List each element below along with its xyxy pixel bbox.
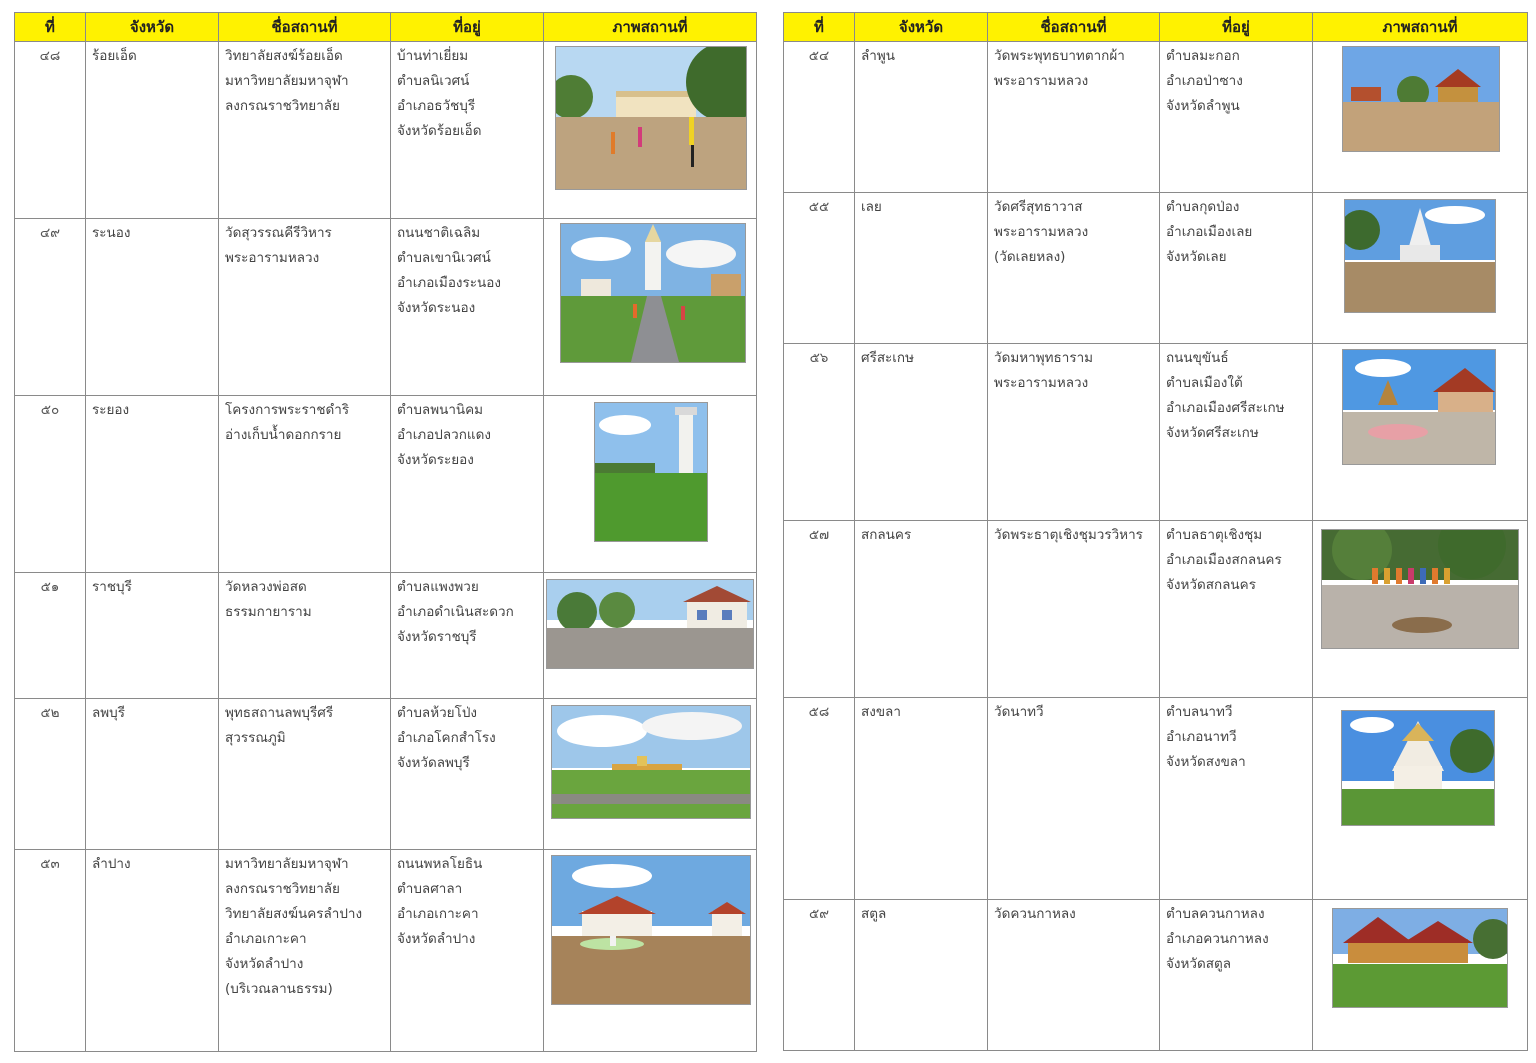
row-place-name	[988, 344, 1160, 521]
address-line: อำเภอเมืองระนอง	[397, 275, 501, 291]
site-photo	[555, 46, 747, 190]
place-name-line: วัดมหาพุทธาราม	[994, 350, 1094, 366]
address-line: อำเภอนาทวี	[1166, 729, 1237, 745]
address-line: จังหวัดลพบุรี	[397, 755, 470, 771]
row-address	[1160, 344, 1313, 521]
place-name-line: วัดควนกาหลง	[994, 906, 1076, 922]
table-row	[15, 219, 757, 396]
row-photo-cell	[1313, 521, 1528, 698]
place-name-line: มหาวิทยาลัยมหาจุฬา	[225, 856, 349, 872]
address-line: อำเภอป่าซาง	[1166, 73, 1243, 89]
place-name-line: พระอารามหลวง	[225, 250, 320, 266]
row-photo-cell	[1313, 900, 1528, 1051]
row-photo-cell	[544, 850, 757, 1052]
row-photo-cell	[544, 573, 757, 699]
row-photo-cell	[1313, 193, 1528, 344]
header-place-name: ชื่อสถานที่	[219, 13, 391, 42]
address-line: จังหวัดร้อยเอ็ด	[397, 123, 482, 139]
site-photo	[546, 579, 754, 669]
row-address	[391, 219, 544, 396]
table-row	[15, 699, 757, 850]
site-photo	[1342, 46, 1500, 152]
row-address	[391, 573, 544, 699]
address-line: จังหวัดสงขลา	[1166, 754, 1246, 770]
row-place-name	[219, 573, 391, 699]
place-name-line: วิทยาลัยสงฆ์นครลำปาง	[225, 906, 363, 922]
row-number: ๕๔	[784, 42, 855, 193]
address-line: ตำบลพนานิคม	[397, 402, 484, 418]
row-province: ลำปาง	[86, 850, 219, 1052]
address-line: อำเภอโคกสำโรง	[397, 730, 496, 746]
row-address	[1160, 521, 1313, 698]
row-place-name	[988, 698, 1160, 900]
row-province: สงขลา	[855, 698, 988, 900]
row-place-name	[219, 219, 391, 396]
row-address	[391, 699, 544, 850]
address-line: อำเภอเมืองศรีสะเกษ	[1166, 400, 1285, 416]
site-photo	[551, 855, 751, 1005]
header-province: จังหวัด	[855, 13, 988, 42]
row-place-name	[219, 850, 391, 1052]
row-number: ๕๑	[15, 573, 86, 699]
table-row	[15, 396, 757, 573]
site-photo	[560, 223, 746, 363]
address-line: ตำบลกุดป่อง	[1166, 199, 1240, 215]
site-photo	[594, 402, 708, 542]
place-name-line: (บริเวณลานธรรม)	[225, 981, 333, 997]
address-line: ตำบลศาลา	[397, 881, 463, 897]
header-address: ที่อยู่	[391, 13, 544, 42]
row-province: ลำพูน	[855, 42, 988, 193]
address-line: ตำบลแพงพวย	[397, 579, 479, 595]
address-line: อำเภอเมืองเลย	[1166, 224, 1253, 240]
address-line: ตำบลนาทวี	[1166, 704, 1233, 720]
right-table	[783, 12, 1528, 1051]
address-line: ตำบลมะกอก	[1166, 48, 1240, 64]
table-row	[15, 42, 757, 219]
address-line: จังหวัดลำพูน	[1166, 98, 1240, 114]
site-photo	[1321, 529, 1519, 649]
table-header-row	[15, 13, 757, 42]
row-photo-cell	[544, 699, 757, 850]
place-name-line: วัดสุวรรณคีรีวิหาร	[225, 225, 332, 241]
header-province: จังหวัด	[86, 13, 219, 42]
row-number: ๕๖	[784, 344, 855, 521]
place-name-line: วัดศรีสุทธาวาส	[994, 199, 1083, 215]
place-name-line: พระอารามหลวง	[994, 224, 1089, 240]
place-name-line: วัดหลวงพ่อสด	[225, 579, 307, 595]
place-name-line: วัดนาทวี	[994, 704, 1044, 720]
address-line: ตำบลห้วยโป่ง	[397, 705, 477, 721]
header-photo: ภาพสถานที่	[1313, 13, 1528, 42]
address-line: อำเภอธวัชบุรี	[397, 98, 476, 114]
row-photo-cell	[544, 42, 757, 219]
address-line: อำเภอดำเนินสะดวก	[397, 604, 514, 620]
row-address	[391, 850, 544, 1052]
row-province: ศรีสะเกษ	[855, 344, 988, 521]
place-name-line: พระอารามหลวง	[994, 73, 1089, 89]
row-address	[1160, 900, 1313, 1051]
header-number: ที่	[15, 13, 86, 42]
row-photo-cell	[544, 396, 757, 573]
table-row	[784, 42, 1528, 193]
row-number: ๔๘	[15, 42, 86, 219]
row-province: เลย	[855, 193, 988, 344]
row-address	[391, 396, 544, 573]
address-line: จังหวัดลำปาง	[397, 931, 476, 947]
site-photo	[1344, 199, 1496, 313]
place-name-line: อ่างเก็บน้ำดอกกราย	[225, 427, 342, 443]
header-number: ที่	[784, 13, 855, 42]
address-line: อำเภอเกาะคา	[397, 906, 479, 922]
row-address	[1160, 42, 1313, 193]
table-row	[784, 900, 1528, 1051]
address-line: จังหวัดศรีสะเกษ	[1166, 425, 1259, 441]
row-number: ๕๙	[784, 900, 855, 1051]
row-number: ๔๙	[15, 219, 86, 396]
place-name-line: ลงกรณราชวิทยาลัย	[225, 98, 340, 114]
place-name-line: วิทยาลัยสงฆ์ร้อยเอ็ด	[225, 48, 343, 64]
row-place-name	[219, 699, 391, 850]
address-line: จังหวัดราชบุรี	[397, 629, 477, 645]
place-name-line: วัดพระธาตุเชิงชุมวรวิหาร	[994, 527, 1143, 543]
row-photo-cell	[544, 219, 757, 396]
row-number: ๕๐	[15, 396, 86, 573]
row-number: ๕๘	[784, 698, 855, 900]
row-province: ลพบุรี	[86, 699, 219, 850]
place-name-line: โครงการพระราชดำริ	[225, 402, 350, 418]
place-name-line: มหาวิทยาลัยมหาจุฬา	[225, 73, 349, 89]
row-province: ระยอง	[86, 396, 219, 573]
address-line: จังหวัดสกลนคร	[1166, 577, 1256, 593]
site-photo	[1332, 908, 1508, 1008]
place-name-line: พุทธสถานลพบุรีศรี	[225, 705, 334, 721]
row-place-name	[988, 521, 1160, 698]
table-row	[784, 344, 1528, 521]
row-place-name	[988, 42, 1160, 193]
address-line: ถนนพหลโยธิน	[397, 856, 483, 872]
address-line: ถนนขุขันธ์	[1166, 350, 1229, 366]
address-line: จังหวัดสตูล	[1166, 956, 1232, 972]
place-name-line: วัดพระพุทธบาทตากผ้า	[994, 48, 1125, 64]
site-photo	[1341, 710, 1495, 826]
row-place-name	[219, 396, 391, 573]
address-line: ตำบลเขานิเวศน์	[397, 250, 491, 266]
address-line: จังหวัดเลย	[1166, 249, 1227, 265]
table-header-row	[784, 13, 1528, 42]
table-row	[15, 573, 757, 699]
address-line: ตำบลเมืองใต้	[1166, 375, 1243, 391]
row-province: ระนอง	[86, 219, 219, 396]
table-row	[784, 521, 1528, 698]
row-address	[1160, 193, 1313, 344]
row-photo-cell	[1313, 698, 1528, 900]
row-place-name	[988, 900, 1160, 1051]
address-line: อำเภอเมืองสกลนคร	[1166, 552, 1282, 568]
row-number: ๕๓	[15, 850, 86, 1052]
place-name-line: จังหวัดลำปาง	[225, 956, 304, 972]
row-photo-cell	[1313, 344, 1528, 521]
place-name-line: ลงกรณราชวิทยาลัย	[225, 881, 340, 897]
site-photo	[1342, 349, 1496, 465]
row-address	[1160, 698, 1313, 900]
address-line: อำเภอปลวกแดง	[397, 427, 491, 443]
address-line: จังหวัดระนอง	[397, 300, 476, 316]
row-province: ร้อยเอ็ด	[86, 42, 219, 219]
address-line: ถนนชาติเฉลิม	[397, 225, 481, 241]
header-address: ที่อยู่	[1160, 13, 1313, 42]
table-row	[15, 850, 757, 1052]
row-province: สกลนคร	[855, 521, 988, 698]
place-name-line: ธรรมกายาราม	[225, 604, 312, 620]
place-name-line: พระอารามหลวง	[994, 375, 1089, 391]
address-line: จังหวัดระยอง	[397, 452, 474, 468]
row-province: สตูล	[855, 900, 988, 1051]
row-number: ๕๗	[784, 521, 855, 698]
place-name-line: (วัดเลยหลง)	[994, 249, 1066, 265]
table-row	[784, 193, 1528, 344]
header-place-name: ชื่อสถานที่	[988, 13, 1160, 42]
address-line: อำเภอควนกาหลง	[1166, 931, 1269, 947]
site-photo	[551, 705, 751, 819]
address-line: ตำบลควนกาหลง	[1166, 906, 1265, 922]
left-table	[14, 12, 757, 1052]
row-photo-cell	[1313, 42, 1528, 193]
place-name-line: สุวรรณภูมิ	[225, 730, 286, 746]
row-number: ๕๒	[15, 699, 86, 850]
address-line: ตำบลธาตุเชิงชุม	[1166, 527, 1263, 543]
row-address	[391, 42, 544, 219]
row-number: ๕๕	[784, 193, 855, 344]
place-name-line: อำเภอเกาะคา	[225, 931, 307, 947]
table-row	[784, 698, 1528, 900]
row-place-name	[988, 193, 1160, 344]
address-line: บ้านท่าเยี่ยม	[397, 48, 469, 64]
row-province: ราชบุรี	[86, 573, 219, 699]
header-photo: ภาพสถานที่	[544, 13, 757, 42]
row-place-name	[219, 42, 391, 219]
address-line: ตำบลนิเวศน์	[397, 73, 470, 89]
